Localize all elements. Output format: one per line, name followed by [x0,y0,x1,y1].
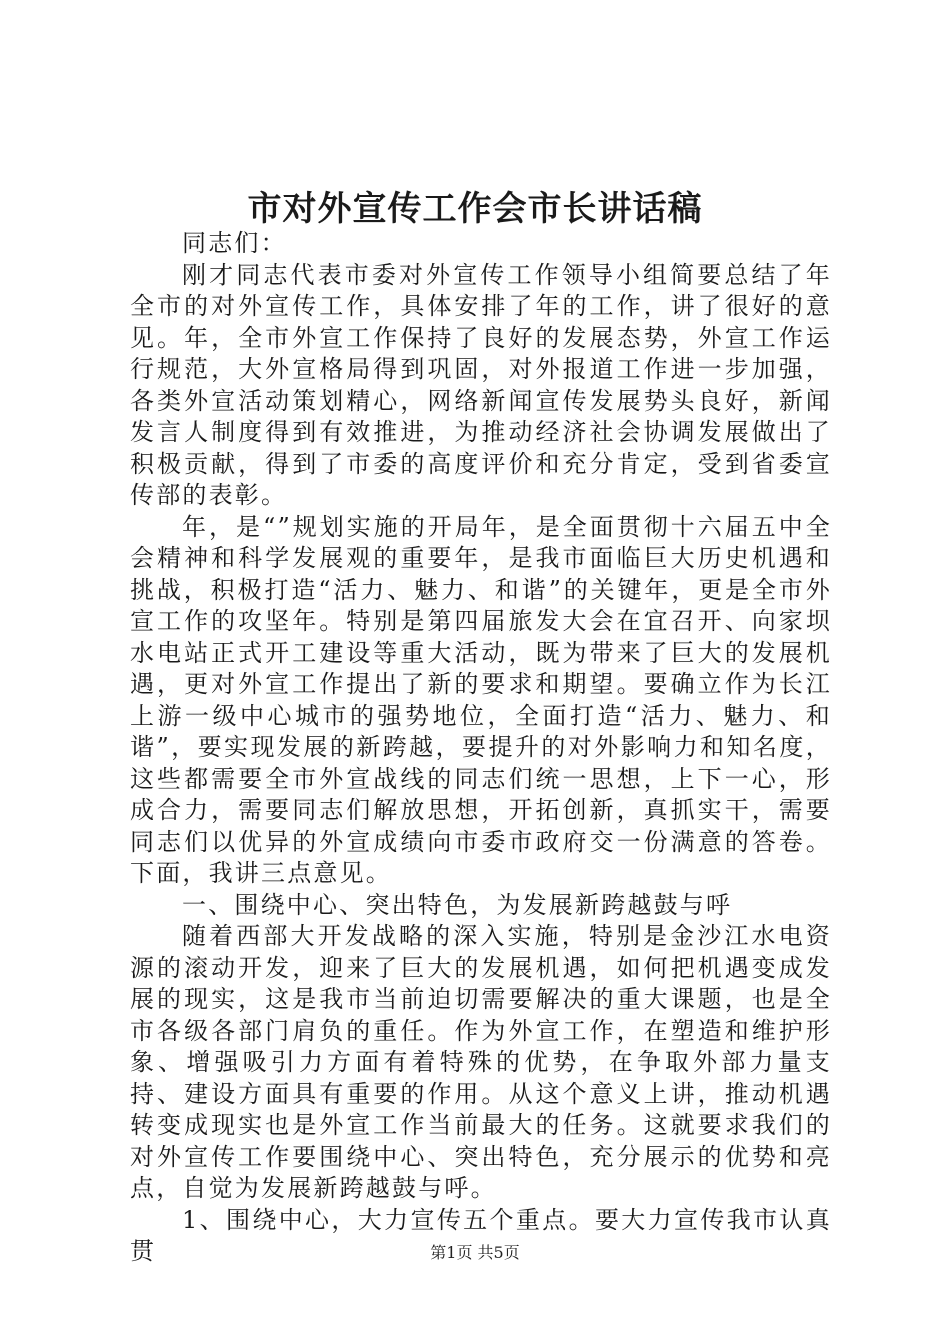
paragraph: 随着西部大开发战略的深入实施，特别是金沙江水电资源的滚动开发，迎来了巨大的发展机遇，如何把机遇变成发展的现实，这是我市当前迫切需要解决的重大课题，也是全市各级各部门肩负的重任。作为外宣工作，在塑造和维护形象、增强吸引力方面有着特殊的优势，在争取外部力量支持、建设方面具有重要的作用。从这个意义上讲，推动机遇转变成现实也是外宣工作当前最大的任务。这就要求我们的对外宣传工作要围绕中心、突出特色，充分展示的优势和亮点，自觉为发展新跨越鼓与呼。 [130,922,832,1202]
salutation: 同志们： [182,229,287,257]
page-number-footer: 第1页 共5页 [430,1243,520,1262]
paragraph: 刚才同志代表市委对外宣传工作领导小组简要总结了年全市的对外宣传工作，具体安排了年的工作，讲了很好的意见。年，全市外宣工作保持了良好的发展态势，外宣工作运行规范，大外宣格局得到巩固，对外报道工作进一步加强，各类外宣活动策划精心，网络新闻宣传发展势头良好，新闻发言人制度得到有效推进，为推动经济社会协调发展做出了积极贡献，得到了市委的高度评价和充分肯定，受到省委宣传部的表彰。 [130,260,832,509]
document-body [130,228,832,1268]
document-title: 市对外宣传工作会市长讲话稿 [247,189,703,229]
section-heading: 一、围绕中心、突出特色，为发展新跨越鼓与呼 [182,890,733,919]
paragraph: 年，是“”规划实施的开局年，是全面贯彻十六届五中全会精神和科学发展观的重要年，是我市面临巨大历史机遇和挑战，积极打造“活力、魅力、和谐”的关键年，更是全市外宣工作的攻坚年。特别是第四届旅发大会在宜召开、向家坝水电站正式开工建设等重大活动，既为带来了巨大的发展机遇，更对外宣工作提出了新的要求和期望。要确立作为长江上游一级中心城市的强势地位，全面打造“活力、魅力、和谐”，要实现发展的新跨越，要提升的对外影响力和知名度，这些都需要全市外宣战线的同志们统一思想，上下一心，形成合力，需要同志们解放思想，开拓创新，真抓实干，需要同志们以优异的外宣成绩向市委市政府交一份满意的答卷。下面，我讲三点意见。 [130,512,832,887]
paragraph: 1、围绕中心，大力宣传五个重点。要大力宣传我市认真贯 [130,1205,832,1265]
